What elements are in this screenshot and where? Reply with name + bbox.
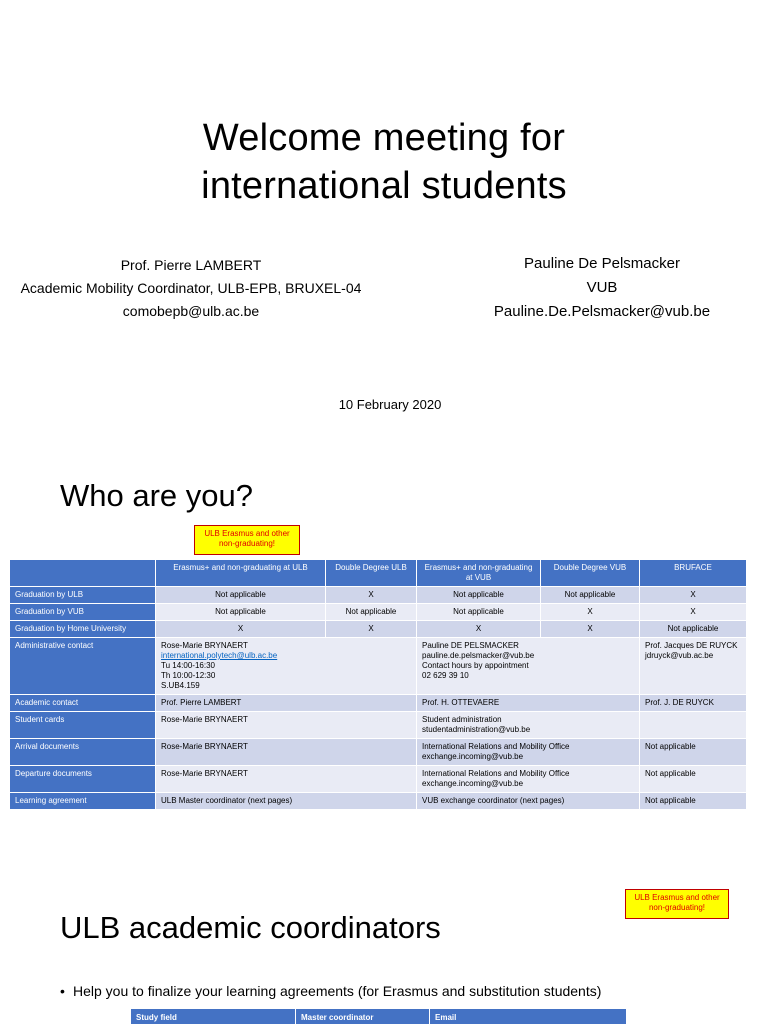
presenter-name: Pauline De Pelsmacker [524,255,680,272]
title-line-1: Welcome meeting for [202,117,566,159]
table-row [10,621,747,638]
table-row [10,793,747,810]
column-header: Erasmus+ and non-graduating at VUB [417,560,541,587]
table-cell: Prof. J. DE RUYCK [640,695,747,712]
table-cell: Not applicable [640,621,747,638]
presenter-org: VUB [586,279,618,296]
table-cell: X [417,621,541,638]
presenter-name: Prof. Pierre LAMBERT [120,257,262,273]
row-header: Learning agreement [10,793,156,810]
table-cell: Prof. Pierre LAMBERT [156,695,417,712]
office-hours: Th 10:00-12:30 [161,671,216,680]
presenter-email: comobepb@ulb.ac.be [122,303,260,319]
table-cell: X [541,604,640,621]
table-cell [417,766,640,793]
table-cell: X [326,587,417,604]
column-header: BRUFACE [640,560,747,587]
contact-email: pauline.de.pelsmacker@vub.be [422,651,535,660]
office-room: S.UB4.159 [161,681,200,690]
note-line-2: non-graduating! [648,903,706,912]
note-line-1: ULB Erasmus and other [634,893,720,902]
table-cell: ULB Master coordinator (next pages) [156,793,417,810]
office-name: International Relations and Mobility Office [422,769,570,778]
table-cell [417,638,640,695]
table-cell [640,638,747,695]
table-cell [640,712,747,739]
presenter-vub [436,252,768,324]
table-row [10,695,747,712]
table-cell: Not applicable [417,604,541,621]
table-cell: X [640,587,747,604]
contact-phone: 02 629 39 10 [422,671,469,680]
row-header: Academic contact [10,695,156,712]
contact-email: exchange.incoming@vub.be [422,779,524,788]
table-cell: Not applicable [417,587,541,604]
slide-who-are-you [0,455,768,865]
slide-heading: ULB academic coordinators [60,910,441,945]
table-header-row [10,560,747,587]
contact-name: Rose-Marie BRYNAERT [161,641,248,650]
table-row [10,739,747,766]
column-header: Study field [131,1009,296,1024]
office-hours: Tu 14:00-16:30 [161,661,215,670]
meeting-date: 10 February 2020 [338,397,442,412]
table-row [10,712,747,739]
table-cell: Not applicable [156,587,326,604]
table-cell [417,712,640,739]
column-header: Email [430,1009,627,1024]
table-cell: X [640,604,747,621]
table-cell: Rose-Marie BRYNAERT [156,712,417,739]
contact-email: jdruyck@vub.ac.be [645,651,714,660]
column-header: Double Degree ULB [326,560,417,587]
note-line-2: non-graduating! [218,539,276,548]
erasmus-note [625,889,729,919]
contact-hours: Contact hours by appointment [422,661,529,670]
contact-email: exchange.incoming@vub.be [422,752,524,761]
bullet-text: Help you to finalize your learning agreements (for Erasmus and substitution students) [73,983,602,999]
presenter-ulb [0,254,382,323]
contact-email: studentadministration@vub.be [422,725,531,734]
row-header: Departure documents [10,766,156,793]
row-header: Graduation by ULB [10,587,156,604]
table-row [10,766,747,793]
table-cell: X [326,621,417,638]
column-header: Erasmus+ and non-graduating at ULB [156,560,326,587]
title-line-2: international students [201,165,567,207]
table-cell: Not applicable [640,739,747,766]
contact-name: Pauline DE PELSMACKER [422,641,519,650]
office-name: International Relations and Mobility Office [422,742,570,751]
presenter-email: Pauline.De.Pelsmacker@vub.be [493,303,711,320]
table-cell: Not applicable [326,604,417,621]
table-cell [417,739,640,766]
note-line-1: ULB Erasmus and other [204,529,290,538]
bullet-marker: • [60,983,65,999]
table-cell: Not applicable [156,604,326,621]
column-header: Master coordinator [296,1009,430,1024]
table-cell: X [156,621,326,638]
row-header: Arrival documents [10,739,156,766]
table-cell: VUB exchange coordinator (next pages) [417,793,640,810]
table-cell: Prof. H. OTTEVAERE [417,695,640,712]
coordinators-table [130,1008,627,1024]
table-cell [156,638,417,695]
table-cell: Not applicable [541,587,640,604]
table-cell: Rose-Marie BRYNAERT [156,739,417,766]
contact-name: Prof. Jacques DE RUYCK [645,641,738,650]
row-header: Student cards [10,712,156,739]
table-cell: Not applicable [640,793,747,810]
table-cell: X [541,621,640,638]
table-row [10,604,747,621]
slide-heading: Who are you? [60,478,253,513]
slide-ulb-coordinators [0,876,768,1024]
presenter-role: Academic Mobility Coordinator, ULB-EPB, BRUXEL-04 [20,280,362,296]
table-cell: Not applicable [640,766,747,793]
bullet-item [60,982,601,1000]
office-name: Student administration [422,715,502,724]
row-header: Administrative contact [10,638,156,695]
slide-title [0,114,768,210]
contact-email-link[interactable]: international.polytech@ulb.ac.be [161,651,278,660]
table-header-row [131,1009,627,1024]
column-header [10,560,156,587]
table-cell: Rose-Marie BRYNAERT [156,766,417,793]
erasmus-note [194,525,300,555]
row-header: Graduation by Home University [10,621,156,638]
slide-welcome [0,0,768,444]
row-header: Graduation by VUB [10,604,156,621]
table-row [10,638,747,695]
table-row [10,587,747,604]
student-type-table [9,559,747,810]
column-header: Double Degree VUB [541,560,640,587]
